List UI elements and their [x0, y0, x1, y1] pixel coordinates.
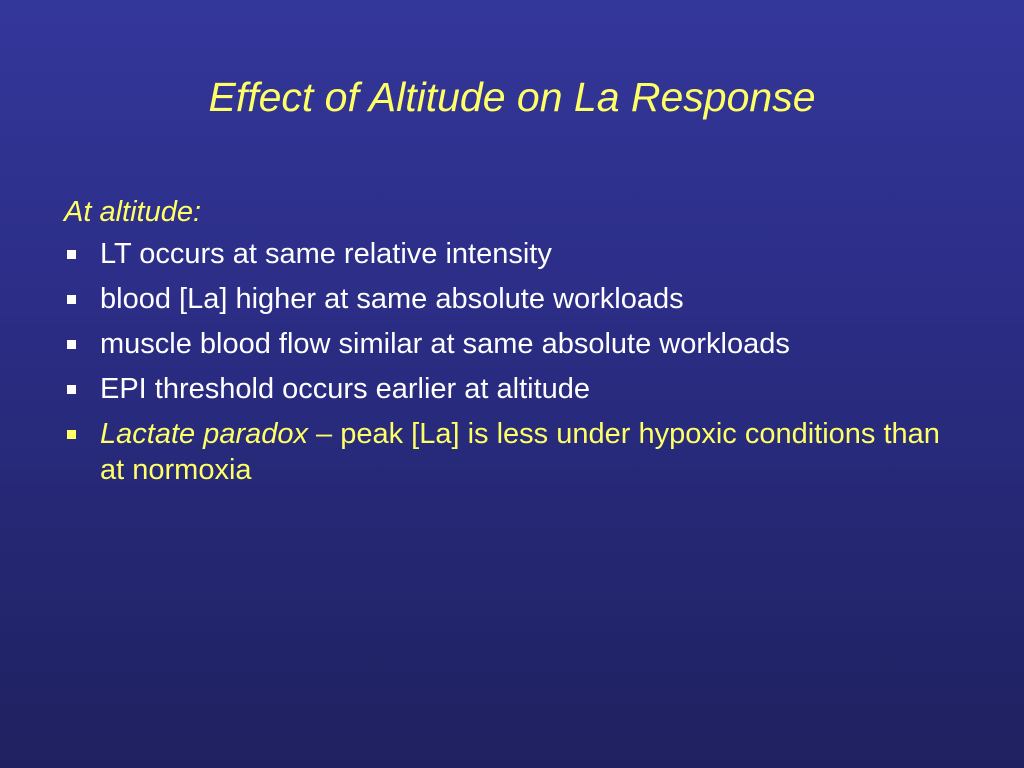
- highlight-term: Lactate paradox: [100, 418, 308, 450]
- bullet-text: muscle blood flow similar at same absolute workloads: [100, 328, 790, 360]
- bullet-text: blood [La] higher at same absolute workloads: [100, 283, 684, 315]
- square-bullet-icon: [67, 250, 76, 259]
- square-bullet-icon: [67, 430, 76, 439]
- bullet-item: [64, 326, 964, 362]
- bullet-item-highlight: [64, 416, 964, 488]
- highlight-text: – peak [La] is less under hypoxic conditions than at normoxia: [100, 418, 940, 486]
- slide-content: [64, 192, 964, 497]
- slide-title: Effect of Altitude on La Response: [208, 74, 816, 120]
- bullet-item: [64, 281, 964, 317]
- square-bullet-icon: [67, 340, 76, 349]
- lead-text: At altitude:: [64, 196, 202, 228]
- bullet-text: LT occurs at same relative intensity: [100, 238, 552, 270]
- square-bullet-icon: [67, 385, 76, 394]
- bullet-text: EPI threshold occurs earlier at altitude: [100, 373, 591, 405]
- bullet-item: [64, 371, 964, 407]
- bullet-item: [64, 236, 964, 272]
- bullet-list: [64, 236, 964, 488]
- square-bullet-icon: [67, 295, 76, 304]
